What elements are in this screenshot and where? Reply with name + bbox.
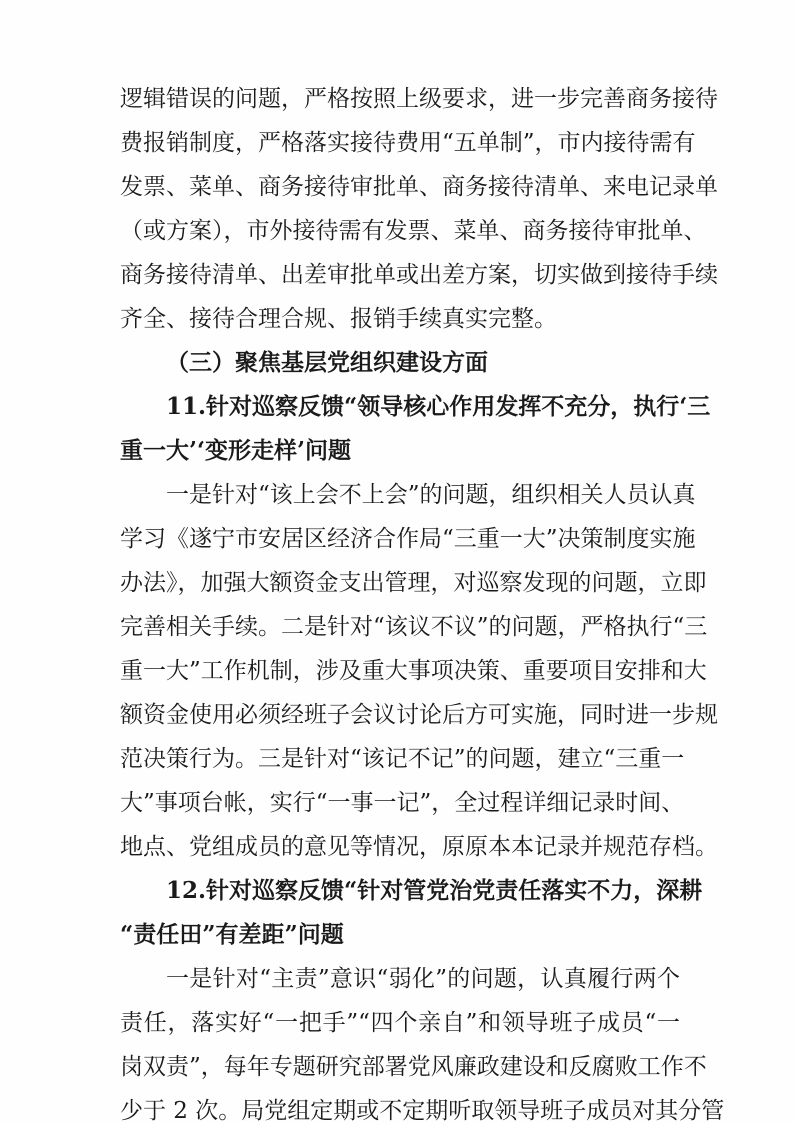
text-line: 发票、菜单、商务接待审批单、商务接待清单、来电记录单 (120, 174, 718, 200)
text-line: 重一大”工作机制，涉及重大事项决策、重要项目安排和大 (120, 658, 707, 684)
item-heading: 11.针对巡察反馈“领导核心作用发挥不充分，执行‘三 (166, 393, 711, 420)
section-heading: （三）聚焦基层党组织建设方面 (166, 349, 488, 376)
text-line: 齐全、接待合理合规、报销手续真实完整。 (120, 306, 557, 332)
item-heading: “责任田”有差距”问题 (120, 921, 344, 948)
text-line: 学习《遂宁市安居区经济合作局“三重一大”决策制度实施 (120, 526, 696, 552)
text-line: 责任，落实好“一把手”“四个亲自”和领导班子成员“一 (120, 1010, 680, 1036)
text-line: 额资金使用必须经班子会议讨论后方可实施，同时进一步规 (120, 702, 718, 728)
text-line: 商务接待清单、出差审批单或出差方案，切实做到接待手续 (120, 262, 718, 288)
text-line: 大”事项台帐，实行“一事一记”，全过程详细记录时间、 (120, 790, 685, 816)
item-heading: 重一大’‘变形走样’问题 (120, 437, 352, 464)
text-line: 完善相关手续。二是针对“该议不议”的问题，严格执行“三 (120, 614, 708, 640)
text-line: 一是针对“主责”意识“弱化”的问题，认真履行两个 (166, 966, 680, 992)
text-line: 岗双责”，每年专题研究部署党风廉政建设和反腐败工作不 (120, 1054, 707, 1080)
text-line: 少于 2 次。局党组定期或不定期听取领导班子成员对其分管 (120, 1098, 725, 1124)
text-line: 费报销制度，严格落实接待费用“五单制”，市内接待需有 (120, 130, 696, 156)
text-line: 一是针对“该上会不上会”的问题，组织相关人员认真 (166, 482, 696, 508)
text-line: 逻辑错误的问题，严格按照上级要求，进一步完善商务接待 (120, 86, 718, 112)
text-line: 地点、党组成员的意见等情况，原原本本记录并规范存档。 (120, 834, 718, 860)
text-line: （或方案），市外接待需有发票、菜单、商务接待审批单、 (120, 218, 707, 244)
text-line: 范决策行为。三是针对“该记不记”的问题，建立“三重一 (120, 746, 685, 772)
item-heading: 12.针对巡察反馈“针对管党治党责任落实不力，深耕 (166, 877, 703, 904)
text-line: 办法》，加强大额资金支出管理，对巡察发现的问题，立即 (120, 570, 707, 596)
